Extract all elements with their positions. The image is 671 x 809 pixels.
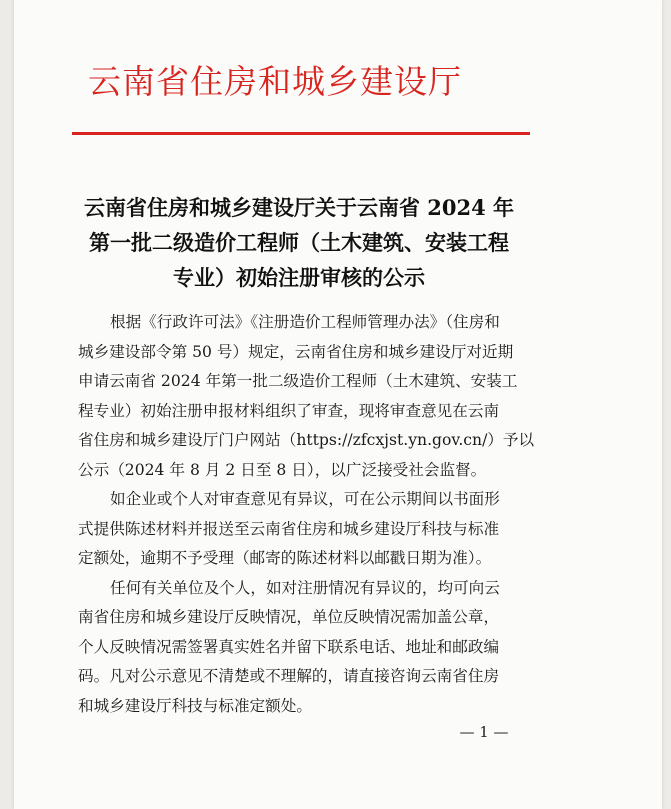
document-title bbox=[74, 190, 524, 295]
document-page bbox=[14, 0, 662, 809]
body-line: 城乡建设部令第 50 号）规定，云南省住房和城乡建设厅对近期 bbox=[78, 342, 514, 361]
body-line: 申请云南省 2024 年第一批二级造价工程师（土木建筑、安装工 bbox=[78, 372, 518, 390]
body-line: 和城乡建设厅科技与标准定额处。 bbox=[78, 696, 312, 715]
paragraph-objection bbox=[78, 485, 530, 574]
body-line: 码。凡对公示意见不清楚或不理解的，请直接咨询云南省住房 bbox=[78, 667, 500, 685]
body-line: 根据《行政许可法》《注册造价工程师管理办法》（住房和 bbox=[110, 313, 500, 331]
body-line: 省住房和城乡建设厅门户网站（https://zfcxjst.yn.gov.cn/）予以 bbox=[78, 431, 535, 449]
body-line: 如企业或个人对审查意见有异议，可在公示期间以书面形 bbox=[110, 490, 500, 508]
letterhead-red-rule bbox=[72, 132, 530, 135]
body-line: 程专业）初始注册申报材料组织了审查，现将审查意见在云南 bbox=[78, 401, 500, 420]
paragraph-report bbox=[78, 574, 530, 722]
body-line: 式提供陈述材料并报送至云南省住房和城乡建设厅科技与标准 bbox=[78, 519, 500, 538]
body-line: 定额处，逾期不予受理（邮寄的陈述材料以邮戳日期为准）。 bbox=[78, 549, 492, 567]
letterhead: 云南省住房和城乡建设厅 bbox=[88, 62, 462, 101]
title-line: 云南省住房和城乡建设厅关于云南省 2024 年 bbox=[83, 195, 515, 220]
title-line: 专业）初始注册审核的公示 bbox=[173, 265, 425, 290]
body-line: 公示（2024 年 8 月 2 日至 8 日），以广泛接受社会监督。 bbox=[78, 460, 487, 479]
paragraph-legal-basis bbox=[78, 308, 535, 485]
body-line: 个人反映情况需签署真实姓名并留下联系电话、地址和邮政编 bbox=[78, 637, 500, 656]
page-number: — 1 — bbox=[459, 723, 509, 741]
document-body bbox=[78, 308, 535, 721]
body-line: 任何有关单位及个人，如对注册情况有异议的，均可向云 bbox=[110, 578, 500, 597]
title-line: 第一批二级造价工程师（土木建筑、安装工程 bbox=[89, 230, 509, 255]
body-line: 南省住房和城乡建设厅反映情况，单位反映情况需加盖公章， bbox=[78, 608, 500, 626]
